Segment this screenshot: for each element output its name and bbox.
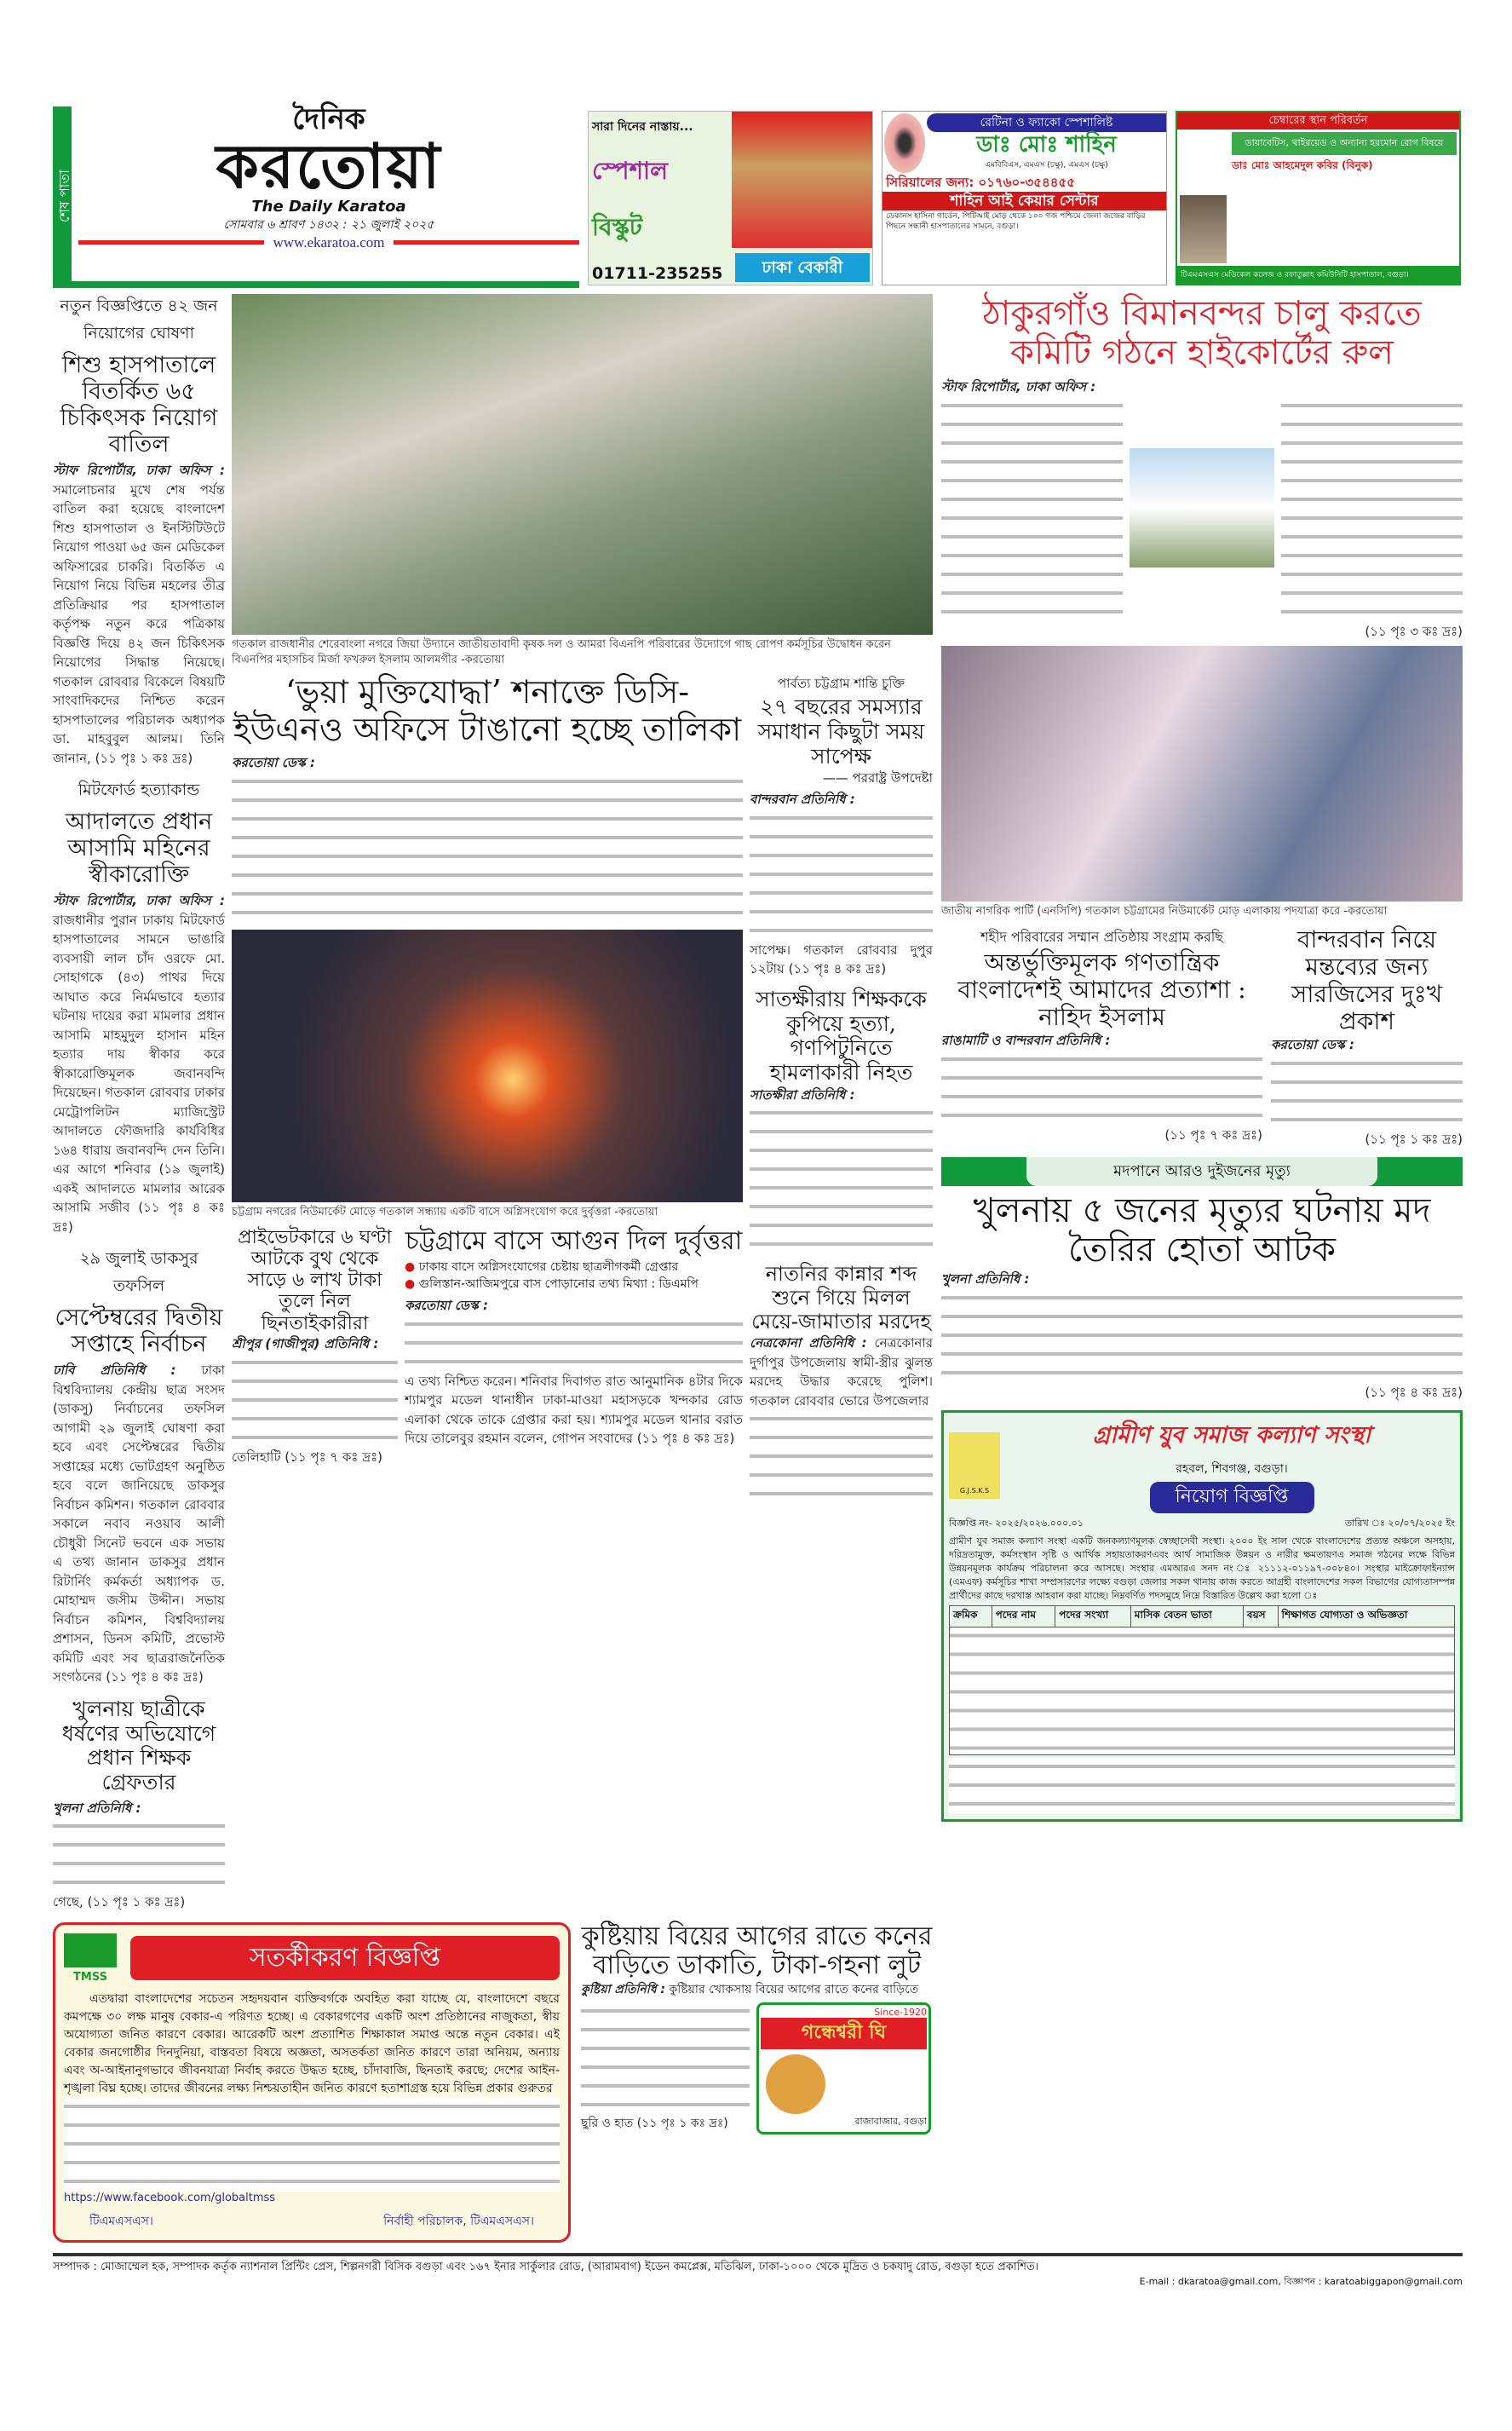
story-khulna-teacher: খুলনায় ছাত্রীকে ধর্ষণের অভিযোগে প্রধান শিক্ষক গ্রেফতার খুলনা প্রতিনিধি : গেছে, (১১ পৃঃ ১ কঃ দ্রঃ) [53, 1697, 225, 1912]
story-nahid-islam: শহীদ পরিবারের সম্মান প্রতিষ্ঠায় সংগ্রাম করছি অন্তর্ভুক্তিমূলক গণতান্ত্রিক বাংলাদেশই আমাদের প্রত্যাশা : নাহিদ ইসলাম রাঙামাটি ও বান্দরবান প্রতিনিধি : (১১ পৃঃ ৭ কঃ দ্রঃ) [941, 928, 1262, 1143]
story-khulna-alcohol: খুলনায় ৫ জনের মৃত্যুর ঘটনায় মদ তৈরির হোতা আটক খুলনা প্রতিনিধি : (১১ পৃঃ ৪ কঃ দ্রঃ) [941, 1191, 1463, 1400]
tmss-logo: TMSS [64, 1933, 117, 1984]
gjsks-logo: G.J.S.K.S [949, 1432, 1000, 1499]
story-mitford: মিটফোর্ড হত্যাকান্ড আদালতে প্রধান আসামি মহিনের স্বীকারোক্তি স্টাফ রিপোর্টার, ঢাকা অফিস : রাজধানীর পুরান ঢাকায় মিটফোর্ড হাসপাতালের সামনে ভাঙারি ব্যবসায়ী লাল চাঁদ ওরফে মো. সোহাগকে (৪৩) পাথর দিয়ে আঘাত করে নির্মমভাবে হত্যার ঘটনায় দায়ের করা মামলার প্রধান আসামি মাহমুদুল হাসান মহিন হত্যার দায় স্বীকার করে স্বীকারোক্তিমূলক জবানবন্দি দিয়েছেন। গতকাল রোববার ঢাকার মেট্রোপলিটন ম্যাজিস্ট্রেট আদালতে ফৌজদারি কার্যবিধির ১৬৪ ধারায় জবানবন্দি দেন তিনি। এর আগে শনিবার (১৯ জুলাই) একই আদালতে মামলার আরেক আসামি সজীব (১১ পৃঃ ৪ কঃ দ্রঃ) [53, 781, 225, 1235]
side-label: শেষ পাতা [53, 107, 72, 285]
high-court-photo [1130, 448, 1274, 567]
story-bandarban: বান্দরবান নিয়ে মন্তব্যের জন্য সারজিসের দুঃখ প্রকাশ করতোয়া ডেস্ক : (১১ পৃঃ ১ কঃ দ্রঃ) [1271, 925, 1463, 1147]
imprint-line: সম্পাদক : মোজাম্মেল হক, সম্পাদক কর্তৃক ন্যাশনাল প্রিন্টিং প্রেস, শিল্পনগরী বিসিক বগুড়া এবং ১৬৭ ইনার সার্কুলার রোড, (আরামবাগ) ইডেন কমপ্লেক্স, মতিঝিল, ঢাকা-১০০০ থেকে মুদ্রিত ও চকযাদু রোড, বগুড়া হতে প্রকাশিত। [53, 2260, 1039, 2273]
green-band: মদপানে আরও দুইজনের মৃত্যু [941, 1157, 1463, 1186]
story-satkhira: সাতক্ষীরায় শিক্ষককে কুপিয়ে হত্যা, গণপিটুনিতে হামলাকারী নিহত সাতক্ষীরা প্রতিনিধি : [750, 988, 933, 1255]
story-couple-bodies: নাতনির কান্নার শব্দ শুনে গিয়ে মিলল মেয়ে-জামাতার মরদেহ নেত্রকোনা প্রতিনিধি : নেত্রকোনার দুর্গাপুর উপজেলায় স্বামী-স্ত্রীর ঝুলন্ত মরদেহ উদ্ধার করেছে পুলিশ। গতকাল রোববার ভোরে উপজেলার [750, 1263, 933, 1504]
biscuit-ad: সারা দিনের নাস্তায়... স্পেশাল বিস্কুট 01711-235255 ঢাকা বেকারী [588, 111, 873, 285]
job-table: ক্রমিক পদের নাম পদের সংখ্যা মাসিক বেতন ভাতা বয়স শিক্ষাগত যোগ্যতা ও অভিজ্ঞতা [949, 1605, 1455, 1755]
story-thakurgaon-airport: ঠাকুরগাঁও বিমানবন্দর চালু করতে কমিটি গঠনে হাইকোর্টের রুল স্টাফ রিপোর্টার, ঢাকা অফিস : (১১ পৃঃ ৩ কঃ দ্রঃ) [941, 294, 1463, 639]
bullet-item: ● গুলিস্তান-আজিমপুরে বাস পোড়ানোর তথ্য মিথ্যা : ডিএমপি [405, 1276, 699, 1291]
story-kushtia: কুষ্টিয়ায় বিয়ের আগের রাতে কনের বাড়িতে ডাকাতি, টাকা-গহনা লুট কুষ্টিয়া প্রতিনিধি : কুষ্টিয়ার খোকসায় বিয়ের আগের রাতে কনের বাড়িতে ছুরি ও হাত (১১ পৃঃ ১ কঃ দ্রঃ) Since-1920 গন্ধেশ্বরী ঘি রাজাবাজার, বগুড়া [581, 1922, 933, 2134]
doctor-chamber-ad: চেম্বারের স্থান পরিবর্তন ডায়াবেটিস, থাইরয়েড ও অন্যান্য হরমোন রোগ বিষয়ে ডাঃ মোঃ আহমেদুল কবির (বিনুক) টিএমএসএস মেডিকেল কলেজ ও রফাতুল্লাহ কমিউনিটি হাসপাতাল, বগুড়া। [1176, 111, 1461, 285]
photo-tree-planting [232, 294, 933, 635]
story-chittagong-hill: পার্বত্য চট্টগ্রাম শান্তি চুক্তি ২৭ বছরের সমস্যার সমাধান কিছুটা সময় সাপেক্ষ —— পররাষ্ট্র উপদেষ্টা বান্দরবান প্রতিনিধি : সাপেক্ষ। গতকাল রোববার দুপুর ১২টায় (১১ পৃঃ ৪ কঃ দ্রঃ) [750, 676, 933, 977]
page-body: নতুন বিজ্ঞপ্তিতে ৪২ জন নিয়োগের ঘোষণা শিশু হাসপাতালে বিতর্কিত ৬৫ চিকিৎসক নিয়োগ বাতিল স্টাফ রিপোর্টার, ঢাকা অফিস : সমালোচনার মুখে শেষ পর্যন্ত বাতিল করা হয়েছে বাংলাদেশ শিশু হাসপাতাল ও ইনস্টিটিউটে নিয়োগ পাওয়া ৬৫ জন মেডিকেল অফিসারের চাকরি। বিতর্কিত এ নিয়োগ নিয়ে বিভিন্ন মহলের তীব্র প্রতিক্রিয়ার পর হাসপাতাল কর্তৃপক্ষ নতুন করে পত্রিকায় বিজ্ঞপ্তি দিয়ে ৪২ জন চিকিৎসক নিয়োগের সিদ্ধান্ত নিয়েছে। গতকাল রোববার বিকেলে বিষয়টি সাংবাদিকদের নিশ্চিত করেন হাসপাতালের পরিচালক অধ্যাপক ডা. মাহবুবুল আলম। তিনি জানান, (১১ পৃঃ ১ কঃ দ্রঃ) মিটফোর্ড হত্যাকান্ড আদালতে প্রধান আসামি মহিনের স্বীকারোক্তি স্টাফ রিপোর্টার, ঢাকা অফিস : রাজধানীর পুরান ঢাকায় মিটফোর্ড হাসপাতালের সামনে ভাঙারি ব্যবসায়ী লাল চাঁদ ওরফে মো. সোহাগকে (৪৩) পাথর দিয়ে আঘাত করে নির্মমভাবে হত্যার ঘটনায় দায়ের করা মামলার প্রধান আসামি মাহমুদুল হাসান মহিন হত্যার দায় স্বীকার করে স্বীকারোক্তিমূলক জবানবন্দি দিয়েছেন। গতকাল রোববার ঢাকার মেট্রোপলিটন ম্যাজিস্ট্রেট আদালতে ফৌজদারি কার্যবিধির ১৬৪ ধারায় জবানবন্দি দেন তিনি। এর আগে শনিবার (১৯ জুলাই) একই আদালতে মামলার আরেক আসামি সজীব (১১ পৃঃ ৪ কঃ দ্রঃ) ২৯ জুলাই ডাকসুর তফসিল সেপ্টেম্বরের দ্বিতীয় সপ্তাহে নির্বাচন ঢাবি প্রতিনিধি : ঢাকা বিশ্ববিদ্যালয় কেন্দ্রীয় ছাত্র সংসদ (ডাকসু) নির্বাচনের তফসিল আগামী ২৯ জুলাই ঘোষণা করা হবে এবং সেপ্টেম্বরের দ্বিতীয় সপ্তাহের মধ্যে ভোটগ্রহণ অনুষ্ঠিত হবে বলে জানিয়েছে ডাকসুর নির্বাচন কমিশন। গতকাল রোববার সকালে নবাব নওয়াব আলী চৌধুরী সিনেট ভবনে এক সভায় এ তথ্য জানান ডাকসুর প্রধান রিটার্নিং কর্মকর্তা অধ্যাপক ড. মোহাম্মদ জসীম উদ্দীন। সভায় নির্বাচন কমিশন, বিশ্ববিদ্যালয় প্রশাসন, ডিনস কমিটি, প্রভোস্ট কমিটি এবং সব ছাত্ররাজনৈতিক সংগঠনের (১১ পৃঃ ৪ কঃ দ্রঃ) খুলনায় ছাত্রীকে ধর্ষণের অভিযোগে প্রধান শিক্ষক গ্রেফতার খুলনা প্রতিনিধি : গেছে, (১১ পৃঃ ১ কঃ দ্রঃ) গতকাল রাজধানীর শেরেবাংলা নগরে জিয়া উদ্যানে জাতীয়তাবাদী কৃষক দল ও আমরা বিএনপি পরিবারের উদ্যোগে গাছ রোপণ কর্মসূচির উদ্বোধন করেন বিএনপির মহাসচিব মির্জা ফখরুল ইসলাম আলমগীর -করতোয়া ‘ভুয়া মুক্তিযোদ্ধা’ শনাক্তে ডিসি-ইউএনও অফিসে টাঙানো হচ্ছে তালিকা করতোয়া ডেস্ক : চট্টগ্রাম নগরের নিউমার্কেট মোড়ে গতকাল সন্ধ্যায় একটি বাসে অগ্নিসংযোগ করে দুর্বৃত্তরা -করতোয়া প্রাইভেটকারে ৬ ঘণ্টা আটকে বুথ থেকে সাড়ে ৬ লাখ টাকা তুলে নিল ছিনতাইকারীরা শ্রীপুর (গাজীপুর) প্রতিনিধি : তেলিহাটি (১১ পৃঃ ৭ কঃ দ্রঃ) চট্টগ্রামে বাসে আগুন দিল দুর্বৃত্তরা ● ঢাকায় বাসে অগ্নিসংযোগের চেষ্টায় ছাত্রলীগকর্মী গ্রেপ্তার ● গুলিস্তান-আজিমপুরে বাস পোড়ানোর তথ্য মিথ্যা : ডিএমপি করতোয়া ডেস্ক : এ তথ্য নিশ্চিত করেন। শনিবার দিবাগত রাত আনুমানিক ৪টার দিকে শ্যামপুর মডেল থানাধীন ঢাকা-মাওয়া মহাসড়কে খন্দকার রোড এলাকা থেকে তাকে গ্রেপ্তার করা হয়। শ্যামপুর মডেল থানার বরাত দিয়ে তালেবুর রহমান বলেন, গোপন সংবাদের (১১ পৃঃ ৪ কঃ দ্রঃ) পার্বত্য চট্টগ্রাম শান্তি চুক্তি ২৭ বছরের সমস্যার সমাধান কিছুটা সময় সাপেক্ষ —— পররাষ্ট্র উপদেষ্টা বান্দরবান প্রতিনিধি : সাপেক্ষ। গতকাল রোববার দুপুর ১২টায় (১১ পৃঃ ৪ কঃ দ্রঃ) সাতক্ষীরায় শিক্ষককে কুপিয়ে হত্যা, গণপিটুনিতে হামলাকারী নিহত সাতক্ষীরা প্রতিনিধি : নাতনির কান্নার শব্দ শুনে গিয়ে মিলল মেয়ে-জামাতার মরদেহ নেত্রকোনা প্রতিনিধি : নেত্রকোনার দুর্গাপুর উপজেলায় স্বামী-স্ত্রীর ঝুলন্ত মরদেহ উদ্ধার করেছে পুলিশ। গতকাল রোববার ভোরে উপজেলার TMSS সতর্কীকরণ বিজ্ঞপ্তি এতদ্বারা বাংলাদেশের সচেতন সহৃদয়বান ব্যক্তিবর্গকে অবহিত করা যাচ্ছে যে, বাংলাদেশে বছরে কমপক্ষে ৩০ লক্ষ মানুষ বেকার-এ পরিণত হচ্ছে। এ বেকারগণের একটি অংশ প্রতিষ্ঠানের নাজুকতা, স্বীয় অযোগ্যতা জনিত কারণে বেকার। আরেকটি অংশ প্রত্যাশিত শিক্ষাকাল সমাপ্ত অন্তে নতুন বেকার। এই বেকার জনগোষ্ঠীর দিনদুনিয়া, বাস্তবতা বিষয়ে অজ্ঞতা, অসতর্কতা জনিত কারণে তারা অনিয়ম, অন্যায় এবং অ-আইনানুগভাবে জীবনযাত্রা নির্বাহ করতে উদ্ধত হচ্ছে, চাঁদাবাজি, ছিনতাই করছে; দেশের আইন-শৃঙ্খলা বিঘ্ন হচ্ছে। তাদের জীবনের লক্ষ্য নিশ্চয়তাহীন জনিত কারণে হতাশাগ্রস্ত হয়ে বিভিন্ন প্রকার গুরুতর https://www.facebook.com/globaltmss টিএমএসএস। নির্বাহী পরিচালক, টিএমএসএস। কুষ্টিয়ায় বিয়ের আগের রাতে কনের বাড়িতে ডাকাতি, টাকা-গহনা লুট কুষ্টিয়া প্রতিনিধি : কুষ্টিয়ার খোকসায় বিয়ের আগের রাতে কনের বাড়িতে ছুরি ও হাত (১১ পৃঃ ১ কঃ দ্রঃ) Since-1920 গন্ধেশ্বরী ঘি রাজাবাজার, বগুড়া ঠাকুরগাঁও বিমানবন্দর চালু করতে কমিটি গঠনে হাইকোর্টের রুল স্টাফ রিপোর্টার, ঢাকা অফিস : (১১ পৃঃ ৩ কঃ দ্রঃ) জাতীয় নাগরিক পার্টি (এনসিপি) গতকাল চট্টগ্রামের নিউমার্কেট মোড় এলাকায় পদযাত্রা করে -করতোয়া শহীদ পরিবারের সম্মান প্রতিষ্ঠায় সংগ্রাম করছি অন্তর্ভুক্তিমূলক গণতান্ত্রিক বাংলাদেশই আমাদের প্রত্যাশা : নাহিদ ইসলাম রাঙামাটি ও বান্দরবান প্রতিনিধি : (১১ পৃঃ ৭ কঃ দ্রঃ) বান্দরবান নিয়ে মন্তব্যের জন্য সারজিসের দুঃখ প্রকাশ করতোয়া ডেস্ক : (১১ পৃঃ ১ কঃ দ্রঃ) মদপানে আরও দুইজনের মৃত্যু খুলনায় ৫ জনের মৃত্যুর ঘটনায় মদ তৈরির হোতা আটক খুলনা প্রতিনিধি : (১১ পৃঃ ৪ কঃ দ্রঃ) G.J.S.K.S গ্রামীণ যুব সমাজ কল্যাণ সংস্থা রহবল, শিবগঞ্জ, বগুড়া। নিয়োগ বিজ্ঞপ্তি বিজ্ঞপ্তি নং- ২০২৫/২০২৬.০০০.০১ তারিখ ঃ ২০/০৭/২০২৫ ইং গ্রামীণ যুব সমাজ কল্যাণ সংস্থা একটি জনকল্যাণমূলক স্বেচ্ছাসেবী সংস্থা। ২০০০ ইং সাল থেকে বাংলাদেশের প্রত্যন্ত অঞ্চলে অসহায়, দরিদ্রতামুক্ত, কর্মসংস্থান সৃষ্টি ও আর্থিক সহায়তাকরণএবং আর্থ সামাজিক উন্নয়ন ও নারীর ক্ষমতায়ণএ সমাজ গঠনের লক্ষে বিভিন্ন উন্নয়নমূলক কার্যক্রম পরিচালনা করে আসছে। সংস্থার এমআরএ সনদ নং ঃ ২১১১২-০১১৯৭-০০৮৪০। সংস্থার মাইক্রোফাইন্যান্স (এমএফ) কর্মসূচির শাখা সম্প্রসারণের লক্ষ্যে বগুড়া জেলার সকল থানায় কাজ করতে আগ্রহী বাংলাদেশের সকল বিভাগের যোগ্যতাসম্পন্ন প্রার্থীদের কাছে দরখাস্ত আহবান করা যাচ্ছে। নিম্নবর্ণিত পদসমুহে নিম্নে বিস্তারিত উল্লেখ করা হলো ঃ ক্রমিক পদের নাম পদের সংখ্যা মাসিক বেতন ভাতা বয়স শিক্ষাগত যোগ্যতা ও অভিজ্ঞতা সম্পাদক : মোজাম্মেল হক, সম্পাদক কর্তৃক ন্যাশনাল প্রিন্টিং প্রেস, শিল্পনগরী বিসিক বগুড়া এবং ১৬৭ ইনার সার্কুলার রোড, (আরামবাগ) ইডেন কমপ্লেক্স, মতিঝিল, ঢাকা-১০০০ থেকে মুদ্রিত ও চকযাদু রোড, বগুড়া হতে প্রকাশিত। E-mail : dkaratoa@gmail.com, বিজ্ঞাপন : karatoabiggapon@gmail.com [53, 294, 1463, 2288]
story-atm-robbery: প্রাইভেটকারে ৬ ঘণ্টা আটকে বুথ থেকে সাড়ে ৬ লাখ টাকা তুলে নিল ছিনতাইকারীরা শ্রীপুর (গাজীপুর) প্রতিনিধি : তেলিহাটি (১১ পৃঃ ৭ কঃ দ্রঃ) [232, 1227, 398, 1466]
photo-bus-fire [232, 930, 743, 1202]
ghee-ad: Since-1920 গন্ধেশ্বরী ঘি রাজাবাজার, বগুড়া [756, 2002, 931, 2134]
masthead-logo: দৈনিক করতোয়া The Daily Karatoa সোমবার ৬ শ্রাবণ ১৪৩২ : ২১ জুলাই ২০২৫ www.ekaratoa.com [78, 104, 579, 279]
story-bus-fire: চট্টগ্রামে বাসে আগুন দিল দুর্বৃত্তরা ● ঢাকায় বাসে অগ্নিসংযোগের চেষ্টায় ছাত্রলীগকর্মী গ্রেপ্তার ● গুলিস্তান-আজিমপুরে বাস পোড়ানোর তথ্য মিথ্যা : ডিএমপি করতোয়া ডেস্ক : এ তথ্য নিশ্চিত করেন। শনিবার দিবাগত রাত আনুমানিক ৪টার দিকে শ্যামপুর মডেল থানাধীন ঢাকা-মাওয়া মহাসড়কে খন্দকার রোড এলাকা থেকে তাকে গ্রেপ্তার করা হয়। শ্যামপুর মডেল থানার বরাত দিয়ে তালেবুর রহমান বলেন, গোপন সংবাদের (১১ পৃঃ ৪ কঃ দ্রঃ) [405, 1225, 743, 1447]
contact-line: E-mail : dkaratoa@gmail.com, বিজ্ঞাপন : karatoabiggapon@gmail.com [1139, 2276, 1463, 2288]
story-ducsu: ২৯ জুলাই ডাকসুর তফসিল সেপ্টেম্বরের দ্বিতীয় সপ্তাহে নির্বাচন ঢাবি প্রতিনিধি : ঢাকা বিশ্ববিদ্যালয় কেন্দ্রীয় ছাত্র সংসদ (ডাকসু) নির্বাচনের তফসিল আগামী ২৯ জুলাই ঘোষণা করা হবে এবং সেপ্টেম্বরের দ্বিতীয় সপ্তাহের মধ্যে ভোটগ্রহণ অনুষ্ঠিত হবে বলে জানিয়েছে ডাকসুর নির্বাচন কমিশন। গতকাল রোববার সকালে নবাব নওয়াব আলী চৌধুরী সিনেট ভবনে এক সভায় এ তথ্য জানান ডাকসুর প্রধান রিটার্নিং কর্মকর্তা অধ্যাপক ড. মোহাম্মদ জসীম উদ্দীন। সভায় নির্বাচন কমিশন, বিশ্ববিদ্যালয় প্রশাসন, ডিনস কমিটি, প্রভোস্ট কমিটি এবং সব ছাত্ররাজনৈতিক সংগঠনের (১১ পৃঃ ৪ কঃ দ্রঃ) [53, 1249, 225, 1685]
website-link[interactable]: www.ekaratoa.com [273, 233, 385, 251]
photo-ncp-march [941, 646, 1463, 902]
story-fake-freedom-fighters: ‘ভুয়া মুক্তিযোদ্ধা’ শনাক্তে ডিসি-ইউএনও অফিসে টাঙানো হচ্ছে তালিকা করতোয়া ডেস্ক : [232, 674, 743, 923]
eye-clinic-ad: রেটিনা ও ফ্যাকো স্পেশালিষ্ট ডাঃ মোঃ শাহিন এমবিবিএস, এমএস (চক্ষু), এমএস (চক্ষু) সিরিয়ালের জন্য: ০১৭৬০-৩৫৪৪৫৫ শাহিন আই কেয়ার সেন্টার ডেকানস হাসিনা গার্ডেন, পিটিআই মোড় থেকে ১০০ গজ পশ্চিমে জেলা জজের বাড়ির পিছনে সন্ধানী হাসপাতালের সামনে, বগুড়া। [882, 111, 1167, 285]
doctor-photo [1180, 195, 1227, 263]
gjsks-job-ad: G.J.S.K.S গ্রামীণ যুব সমাজ কল্যাণ সংস্থা রহবল, শিবগঞ্জ, বগুড়া। নিয়োগ বিজ্ঞপ্তি বিজ্ঞপ্তি নং- ২০২৫/২০২৬.০০০.০১ তারিখ ঃ ২০/০৭/২০২৫ ইং গ্রামীণ যুব সমাজ কল্যাণ সংস্থা একটি জনকল্যাণমূলক স্বেচ্ছাসেবী সংস্থা। ২০০০ ইং সাল থেকে বাংলাদেশের প্রত্যন্ত অঞ্চলে অসহায়, দরিদ্রতামুক্ত, কর্মসংস্থান সৃষ্টি ও আর্থিক সহায়তাকরণএবং আর্থ সামাজিক উন্নয়ন ও নারীর ক্ষমতায়ণএ সমাজ গঠনের লক্ষে বিভিন্ন উন্নয়নমূলক কার্যক্রম পরিচালনা করে আসছে। সংস্থার এমআরএ সনদ নং ঃ ২১১১২-০১১৯৭-০০৮৪০। সংস্থার মাইক্রোফাইন্যান্স (এমএফ) কর্মসূচির শাখা সম্প্রসারণের লক্ষ্যে বগুড়া জেলার সকল থানায় কাজ করতে আগ্রহী বাংলাদেশের সকল বিভাগের যোগ্যতাসম্পন্ন প্রার্থীদের কাছে দরখাস্ত আহবান করা যাচ্ছে। নিম্নবর্ণিত পদসমুহে নিম্নে বিস্তারিত উল্লেখ করা হলো ঃ ক্রমিক পদের নাম পদের সংখ্যা মাসিক বেতন ভাতা বয়স শিক্ষাগত যোগ্যতা ও অভিজ্ঞতা [941, 1410, 1463, 1822]
eye-icon [884, 113, 925, 173]
tmss-warning-ad: TMSS সতর্কীকরণ বিজ্ঞপ্তি এতদ্বারা বাংলাদেশের সচেতন সহৃদয়বান ব্যক্তিবর্গকে অবহিত করা যাচ্ছে যে, বাংলাদেশে বছরে কমপক্ষে ৩০ লক্ষ মানুষ বেকার-এ পরিণত হচ্ছে। এ বেকারগণের একটি অংশ প্রতিষ্ঠানের নাজুকতা, স্বীয় অযোগ্যতা জনিত কারণে বেকার। আরেকটি অংশ প্রত্যাশিত শিক্ষাকাল সমাপ্ত অন্তে নতুন বেকার। এই বেকার জনগোষ্ঠীর দিনদুনিয়া, বাস্তবতা বিষয়ে অজ্ঞতা, অসতর্কতা জনিত কারণে তারা অনিয়ম, অন্যায় এবং অ-আইনানুগভাবে জীবনযাত্রা নির্বাহ করতে উদ্ধত হচ্ছে, চাঁদাবাজি, ছিনতাই করছে; দেশের আইন-শৃঙ্খলা বিঘ্ন হচ্ছে। তাদের জীবনের লক্ষ্য নিশ্চয়তাহীন জনিত কারণে হতাশাগ্রস্ত হয়ে বিভিন্ন প্রকার গুরুতর https://www.facebook.com/globaltmss টিএমএসএস। নির্বাহী পরিচালক, টিএমএসএস। [53, 1922, 571, 2243]
story-child-hospital: নতুন বিজ্ঞপ্তিতে ৪২ জন নিয়োগের ঘোষণা শিশু হাসপাতালে বিতর্কিত ৬৫ চিকিৎসক নিয়োগ বাতিল স্টাফ রিপোর্টার, ঢাকা অফিস : সমালোচনার মুখে শেষ পর্যন্ত বাতিল করা হয়েছে বাংলাদেশ শিশু হাসপাতাল ও ইনস্টিটিউটে নিয়োগ পাওয়া ৬৫ জন মেডিকেল অফিসারের চাকরি। বিতর্কিত এ নিয়োগ নিয়ে বিভিন্ন মহলের তীব্র প্রতিক্রিয়ার পর হাসপাতাল কর্তৃপক্ষ নতুন করে পত্রিকায় বিজ্ঞপ্তি দিয়ে ৪২ জন চিকিৎসক নিয়োগের সিদ্ধান্ত নিয়েছে। গতকাল রোববার বিকেলে বিষয়টি সাংবাদিকদের নিশ্চিত করেন হাসপাতালের পরিচালক অধ্যাপক ডা. মাহবুবুল আলম। তিনি জানান, (১১ পৃঃ ১ কঃ দ্রঃ) [53, 297, 225, 766]
bullet-item: ● ঢাকায় বাসে অগ্নিসংযোগের চেষ্টায় ছাত্রলীগকর্মী গ্রেপ্তার [405, 1260, 679, 1275]
